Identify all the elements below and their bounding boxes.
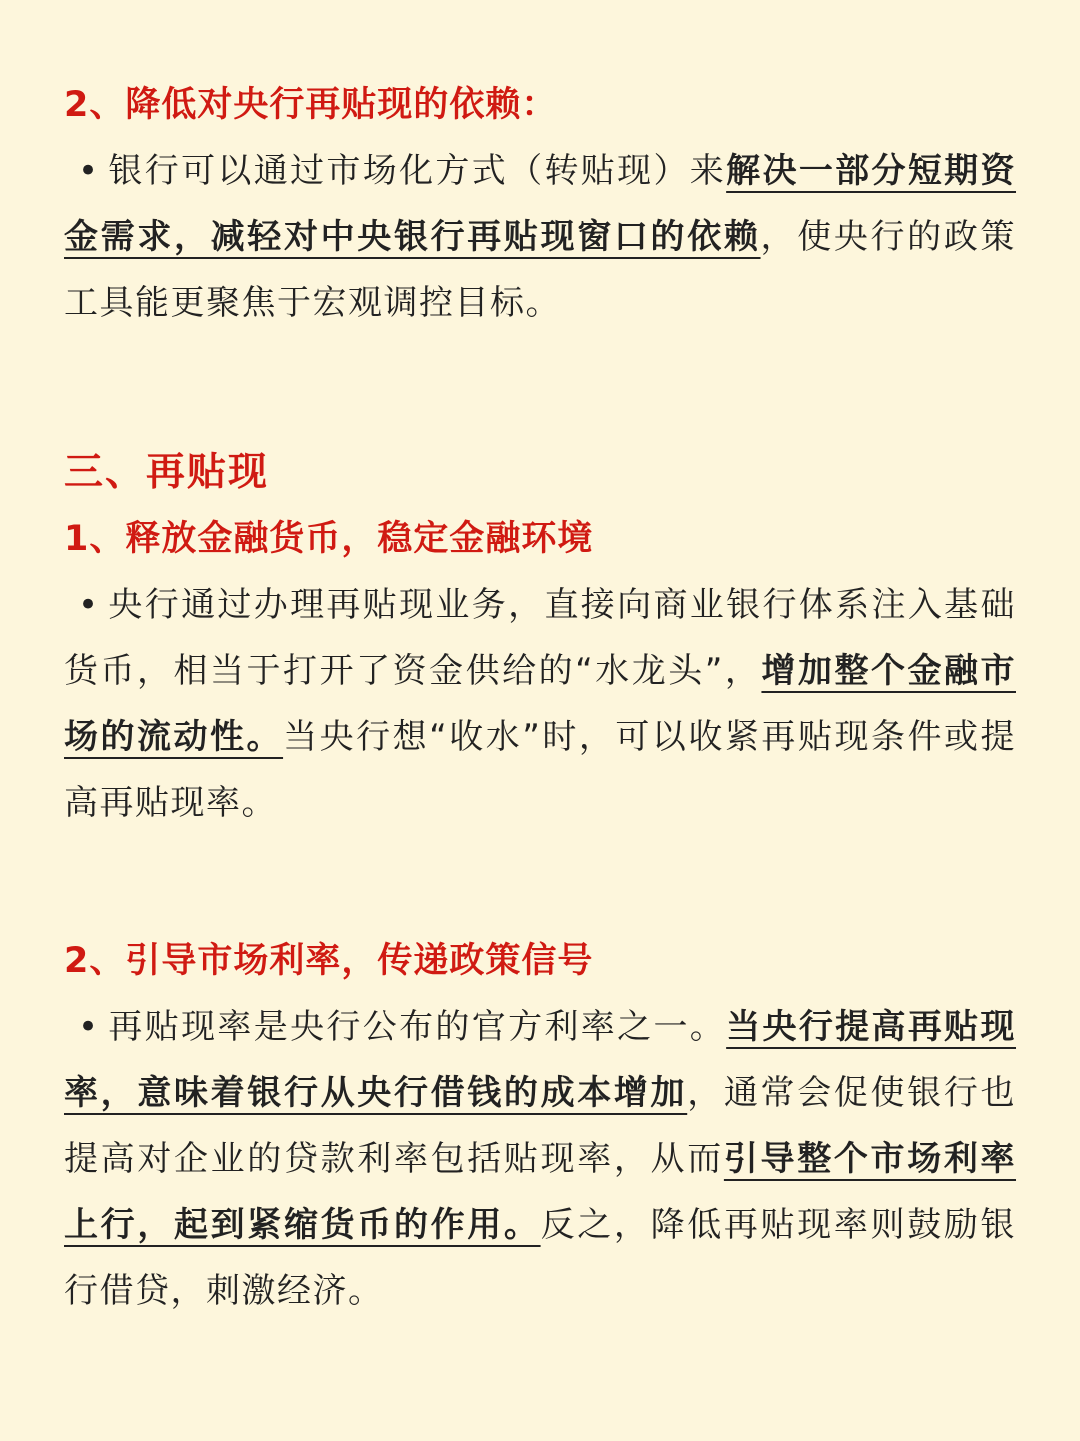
- bullet-dot: •: [78, 1007, 100, 1047]
- bullet-dot: •: [78, 151, 100, 191]
- paragraph-release-money: [64, 572, 1016, 836]
- spacer: [64, 836, 1016, 928]
- paragraph-text: 央行通过办理再贴现业务，直接向商业银行体系注入基础货币，相当于打开了资金供给的“水龙头”，: [64, 585, 1016, 691]
- emphasis-text: 增加整个金融市场的流动性。: [64, 651, 1016, 757]
- heading-release-money: 1、释放金融货币，稳定金融环境: [64, 519, 594, 559]
- emphasis-text: 当央行提高再贴现率，意味着银行从央行借钱的成本增加: [64, 1007, 1017, 1113]
- paragraph-text: 银行可以通过市场化方式（转贴现）来: [107, 151, 727, 191]
- heading-reduce-dependence: 2、降低对央行再贴现的依赖：: [64, 85, 558, 125]
- bullet-dot: •: [78, 585, 100, 625]
- paragraph-text: 反之，降低再贴现率则鼓励银行借贷，刺激经济。: [64, 1205, 1017, 1311]
- paragraph-text: 当央行想“收水”时，可以收紧再贴现条件或提高再贴现率。: [64, 717, 1016, 823]
- spacer: [64, 336, 1016, 440]
- emphasis-text: 解决一部分短期资金需求，减轻对中央银行再贴现窗口的依赖: [64, 151, 1017, 257]
- paragraph-text: ，使央行的政策工具能更聚焦于宏观调控目标。: [64, 217, 1017, 323]
- section-title-rediscount: 三、再贴现: [64, 450, 270, 495]
- paragraph-guide-rates: [64, 994, 1016, 1324]
- paragraph-reduce-dependence: [64, 138, 1016, 336]
- paragraph-text: ，通常会促使银行也提高对企业的贷款利率包括贴现率，从而: [64, 1073, 1016, 1179]
- paragraph-text: 再贴现率是央行公布的官方利率之一。: [107, 1007, 727, 1047]
- emphasis-text: 引导整个市场利率上行，起到紧缩货币的作用。: [64, 1139, 1017, 1245]
- heading-guide-rates: 2、引导市场利率，传递政策信号: [64, 941, 594, 981]
